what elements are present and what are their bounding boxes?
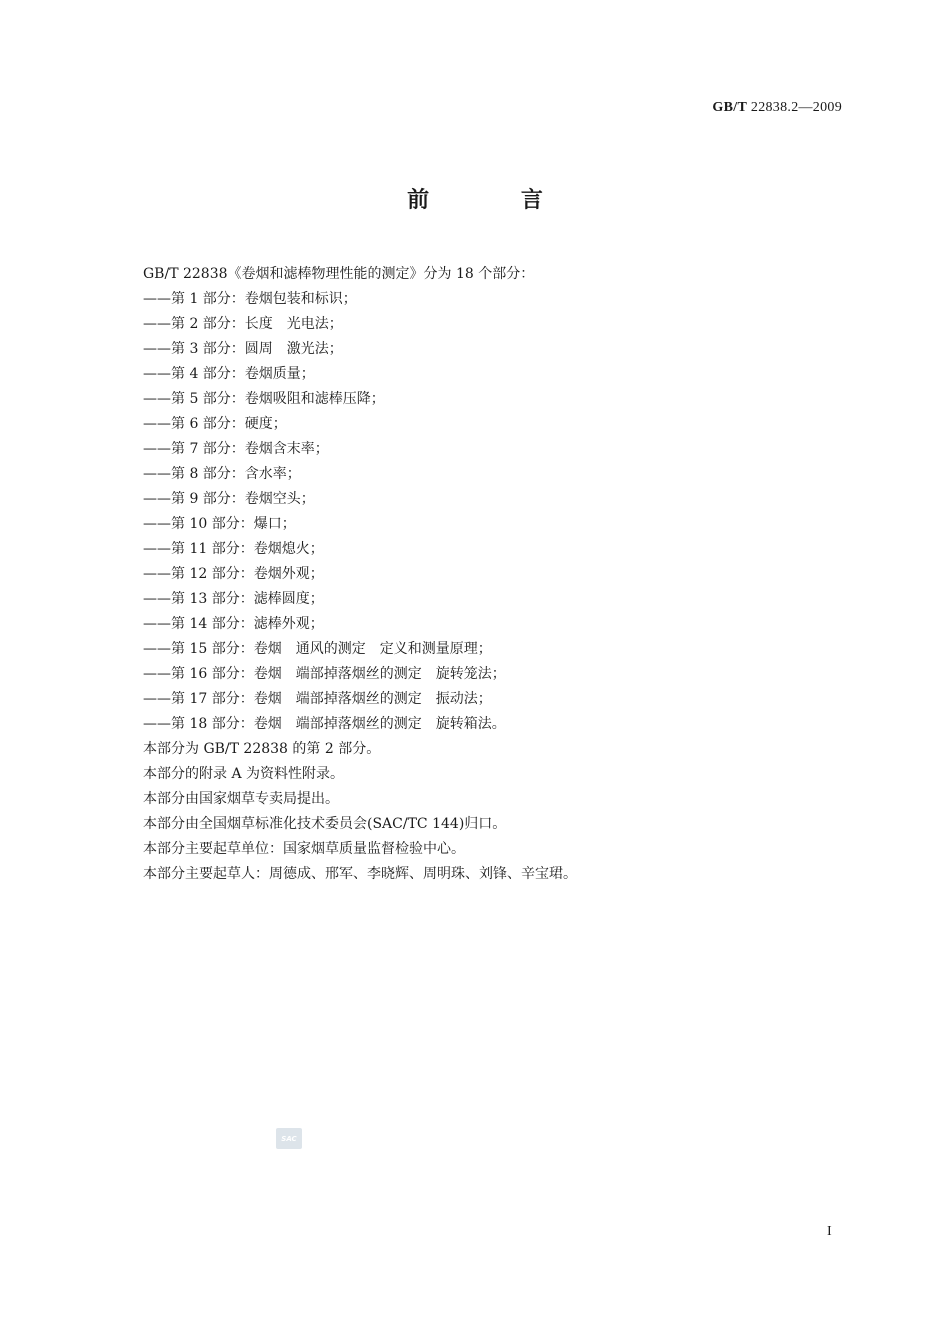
part-list-item: ——第 18 部分：卷烟 端部掉落烟丝的测定 旋转箱法。 xyxy=(143,716,506,732)
foreword-body xyxy=(143,262,843,887)
part-list-item: ——第 7 部分：卷烟含末率； xyxy=(143,441,329,457)
part-list-item: ——第 1 部分：卷烟包装和标识； xyxy=(143,291,357,307)
standard-code xyxy=(712,100,842,116)
standard-number: 22838.2—2009 xyxy=(750,100,842,115)
part-list-item: ——第 4 部分：卷烟质量； xyxy=(143,366,315,382)
sac-logo-text: SAC xyxy=(281,1134,297,1143)
intro-paragraph: GB/T 22838《卷烟和滤棒物理性能的测定》分为 18 个部分： xyxy=(143,266,535,282)
part-list-item: ——第 10 部分：爆口； xyxy=(143,516,296,532)
part-list-item: ——第 6 部分：硬度； xyxy=(143,416,287,432)
part-list-item: ——第 2 部分：长度 光电法； xyxy=(143,316,343,332)
part-list-item: ——第 13 部分：滤棒圆度； xyxy=(143,591,324,607)
part-list-item: ——第 15 部分：卷烟 通风的测定 定义和测量原理； xyxy=(143,641,492,657)
part-list-item: ——第 9 部分：卷烟空头； xyxy=(143,491,315,507)
part-list-item: ——第 11 部分：卷烟熄火； xyxy=(143,541,324,557)
page-number: I xyxy=(827,1224,832,1239)
part-list-item: ——第 12 部分：卷烟外观； xyxy=(143,566,324,582)
part-list-item: ——第 16 部分：卷烟 端部掉落烟丝的测定 旋转笼法； xyxy=(143,666,506,682)
page-title: 前 言 xyxy=(407,188,585,213)
note-paragraph: 本部分由国家烟草专卖局提出。 xyxy=(143,791,339,807)
note-paragraph: 本部分由全国烟草标准化技术委员会(SAC/TC 144)归口。 xyxy=(143,816,507,832)
note-paragraph: 本部分为 GB/T 22838 的第 2 部分。 xyxy=(143,741,381,757)
part-list-item: ——第 5 部分：卷烟吸阻和滤棒压降； xyxy=(143,391,385,407)
note-paragraph: 本部分主要起草单位：国家烟草质量监督检验中心。 xyxy=(143,841,465,857)
part-list-item: ——第 8 部分：含水率； xyxy=(143,466,301,482)
standard-prefix: GB/T xyxy=(712,100,748,115)
part-list-item: ——第 3 部分：圆周 激光法； xyxy=(143,341,343,357)
note-paragraph: 本部分的附录 A 为资料性附录。 xyxy=(143,766,345,782)
note-paragraph: 本部分主要起草人：周德成、邢军、李晓辉、周明珠、刘锋、辛宝珺。 xyxy=(143,866,577,882)
sac-logo-watermark xyxy=(276,1128,302,1149)
part-list-item: ——第 17 部分：卷烟 端部掉落烟丝的测定 振动法； xyxy=(143,691,492,707)
part-list-item: ——第 14 部分：滤棒外观； xyxy=(143,616,324,632)
